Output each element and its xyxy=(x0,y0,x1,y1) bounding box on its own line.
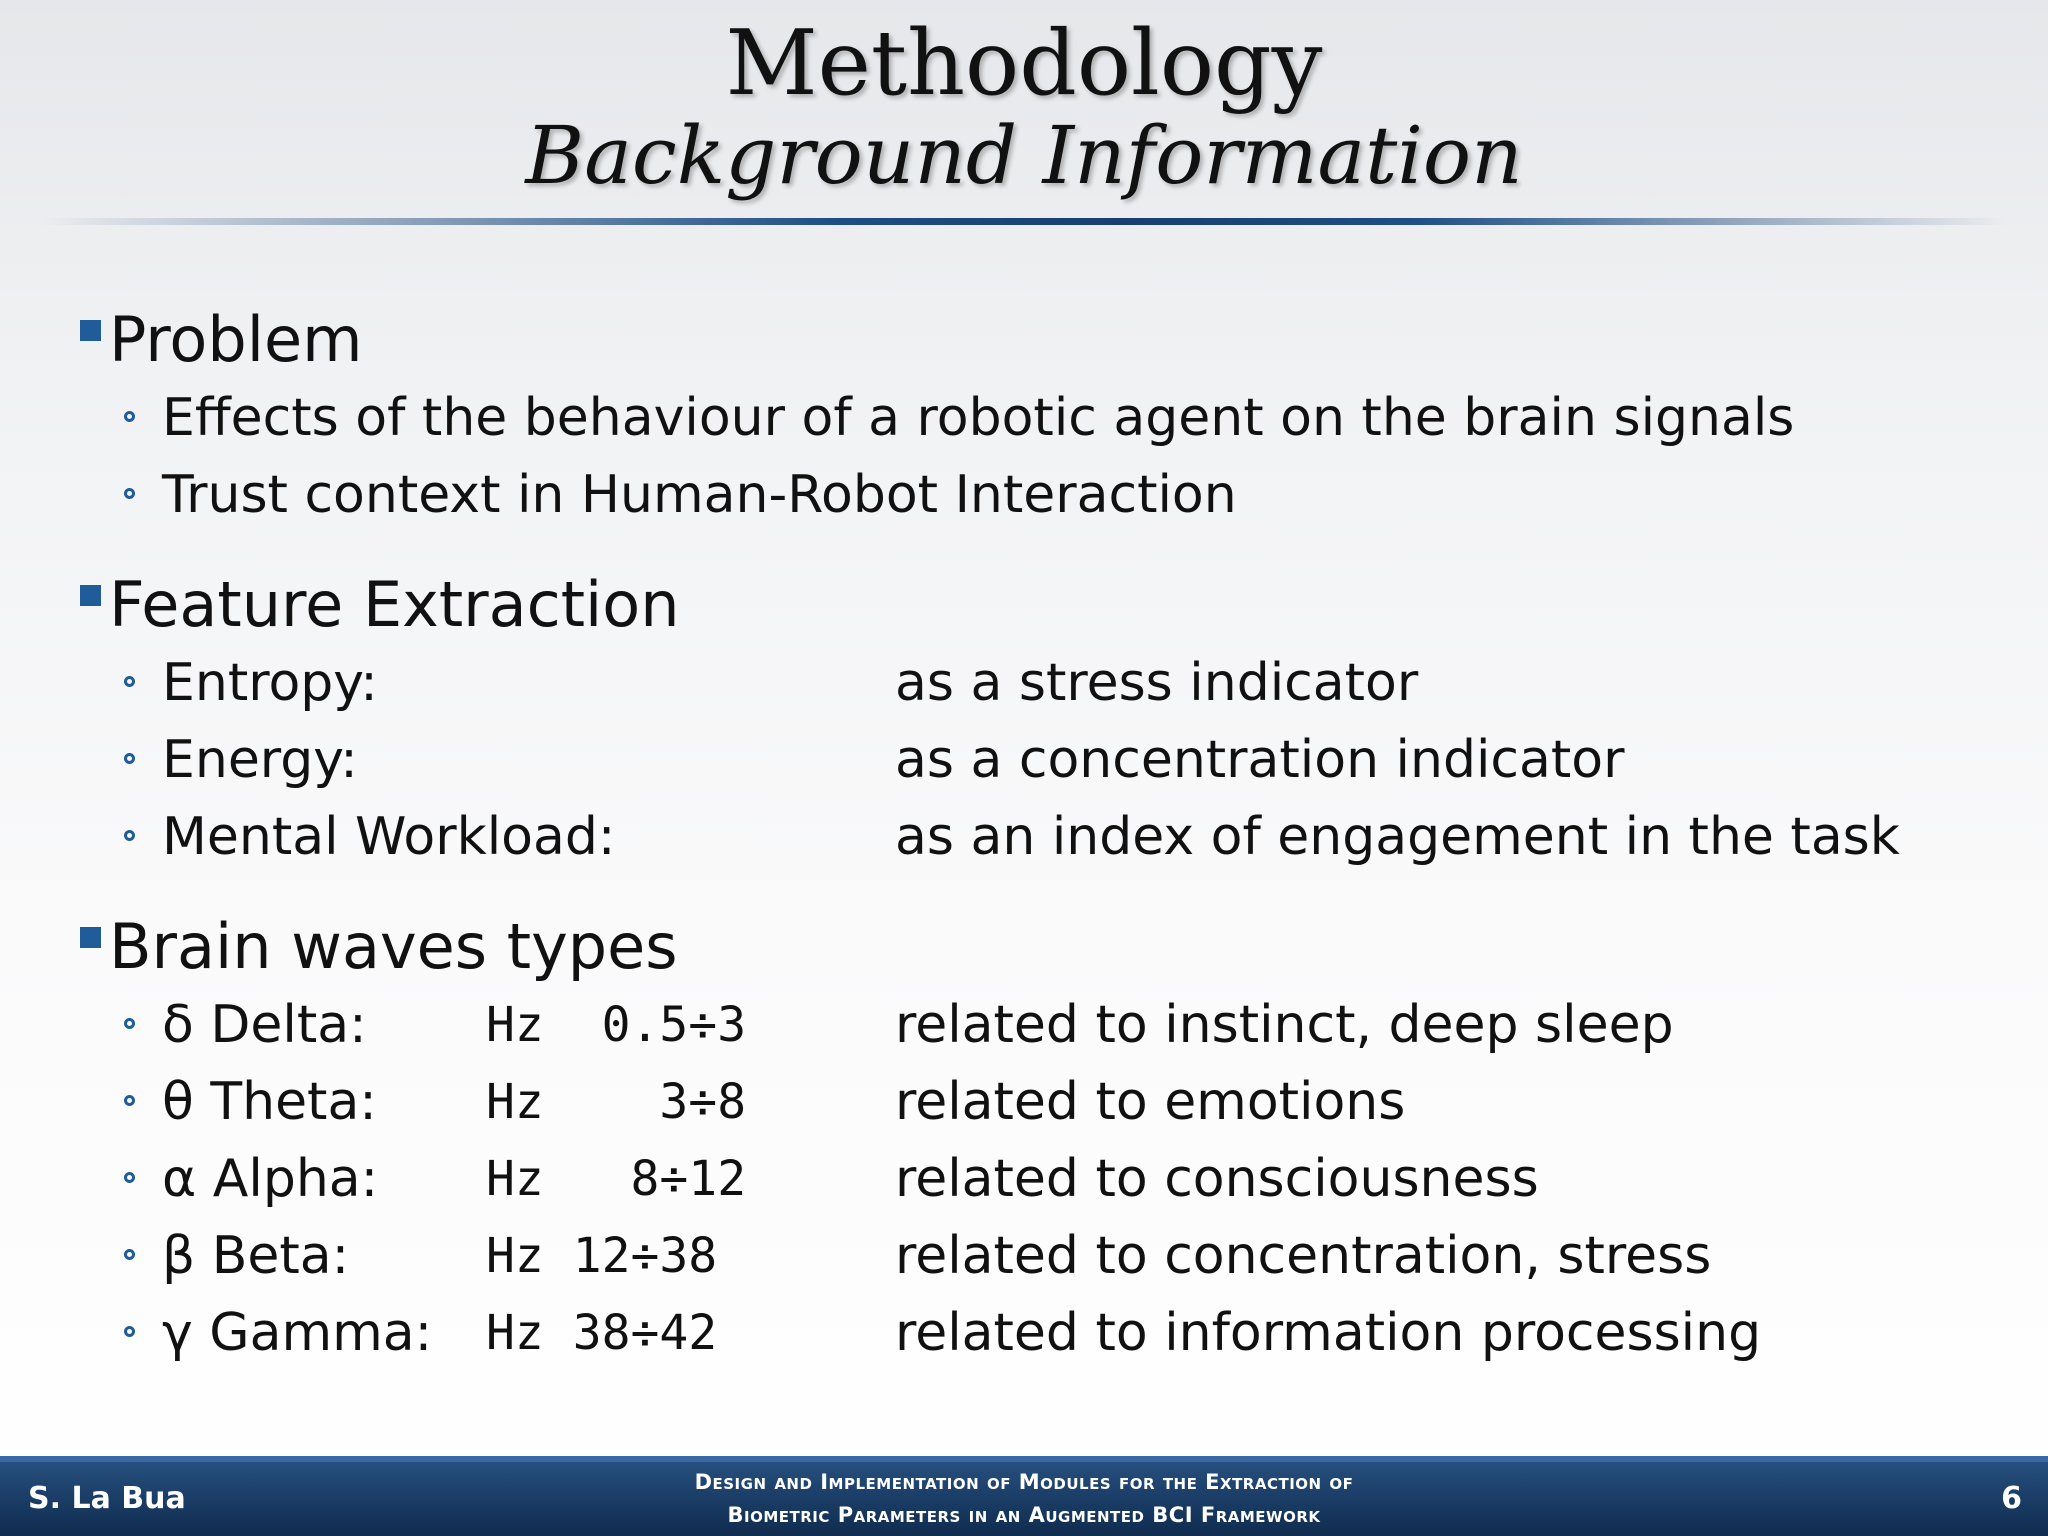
list-item xyxy=(0,645,2048,721)
wave-frequency-range: Hz 38÷42 xyxy=(486,1305,718,1361)
section-heading-feature-extraction: Feature Extraction xyxy=(80,565,680,645)
feature-description: as a concentration indicator xyxy=(895,730,1625,790)
wave-name: θ Theta: xyxy=(162,1072,377,1132)
wave-description: related to information processing xyxy=(895,1303,1762,1363)
list-item xyxy=(0,987,2048,1063)
wave-name: β Beta: xyxy=(162,1226,350,1286)
circle-bullet-icon xyxy=(124,411,135,422)
feature-name: Entropy: xyxy=(162,653,378,713)
footer-title-line-2: Biometric Parameters in an Augmented BCI Framework xyxy=(727,1503,1321,1527)
list-item xyxy=(0,722,2048,798)
square-bullet-icon xyxy=(80,927,101,948)
list-item xyxy=(0,1141,2048,1217)
footer-title-line-1: Design and Implementation of Modules for the Extraction of xyxy=(694,1470,1354,1494)
circle-bullet-icon xyxy=(124,676,135,687)
circle-bullet-icon xyxy=(124,488,135,499)
wave-description: related to consciousness xyxy=(895,1149,1539,1209)
slide-subtitle: Background Information xyxy=(525,109,1523,202)
feature-description: as a stress indicator xyxy=(895,653,1419,713)
circle-bullet-icon xyxy=(124,1018,135,1029)
section-heading-brain-waves: Brain waves types xyxy=(80,907,678,987)
circle-bullet-icon xyxy=(124,1249,135,1260)
wave-description: related to emotions xyxy=(895,1072,1406,1132)
circle-bullet-icon xyxy=(124,753,135,764)
wave-frequency-range: Hz 3÷8 xyxy=(486,1074,747,1130)
footer-author: S. La Bua xyxy=(28,1481,186,1516)
slide-footer xyxy=(0,1456,2048,1536)
feature-name: Energy: xyxy=(162,730,358,790)
list-item xyxy=(0,380,2048,456)
circle-bullet-icon xyxy=(124,830,135,841)
list-item xyxy=(0,457,2048,533)
slide-title: Methodology xyxy=(725,11,1323,116)
list-item xyxy=(0,1218,2048,1294)
title-divider xyxy=(40,218,2008,225)
slide-title-area xyxy=(0,0,2048,230)
footer-title xyxy=(524,1466,1524,1532)
circle-bullet-icon xyxy=(124,1095,135,1106)
page-number: 6 xyxy=(2001,1481,2022,1516)
feature-name: Mental Workload: xyxy=(162,807,616,867)
wave-description: related to concentration, stress xyxy=(895,1226,1712,1286)
circle-bullet-icon xyxy=(124,1172,135,1183)
problem-item-text: Effects of the behaviour of a robotic agent on the brain signals xyxy=(162,388,1795,448)
circle-bullet-icon xyxy=(124,1326,135,1337)
feature-description: as an index of engagement in the task xyxy=(895,807,1900,867)
wave-frequency-range: Hz 0.5÷3 xyxy=(486,997,747,1053)
list-item xyxy=(0,799,2048,875)
list-item xyxy=(0,1064,2048,1140)
wave-description: related to instinct, deep sleep xyxy=(895,995,1674,1055)
wave-frequency-range: Hz 8÷12 xyxy=(486,1151,747,1207)
square-bullet-icon xyxy=(80,585,101,606)
problem-item-text: Trust context in Human-Robot Interaction xyxy=(162,465,1237,525)
square-bullet-icon xyxy=(80,320,101,341)
wave-frequency-range: Hz 12÷38 xyxy=(486,1228,718,1284)
wave-name: δ Delta: xyxy=(162,995,367,1055)
section-heading-problem: Problem xyxy=(80,300,362,380)
list-item xyxy=(0,1295,2048,1371)
wave-name: γ Gamma: xyxy=(162,1303,433,1363)
wave-name: α Alpha: xyxy=(162,1149,379,1209)
